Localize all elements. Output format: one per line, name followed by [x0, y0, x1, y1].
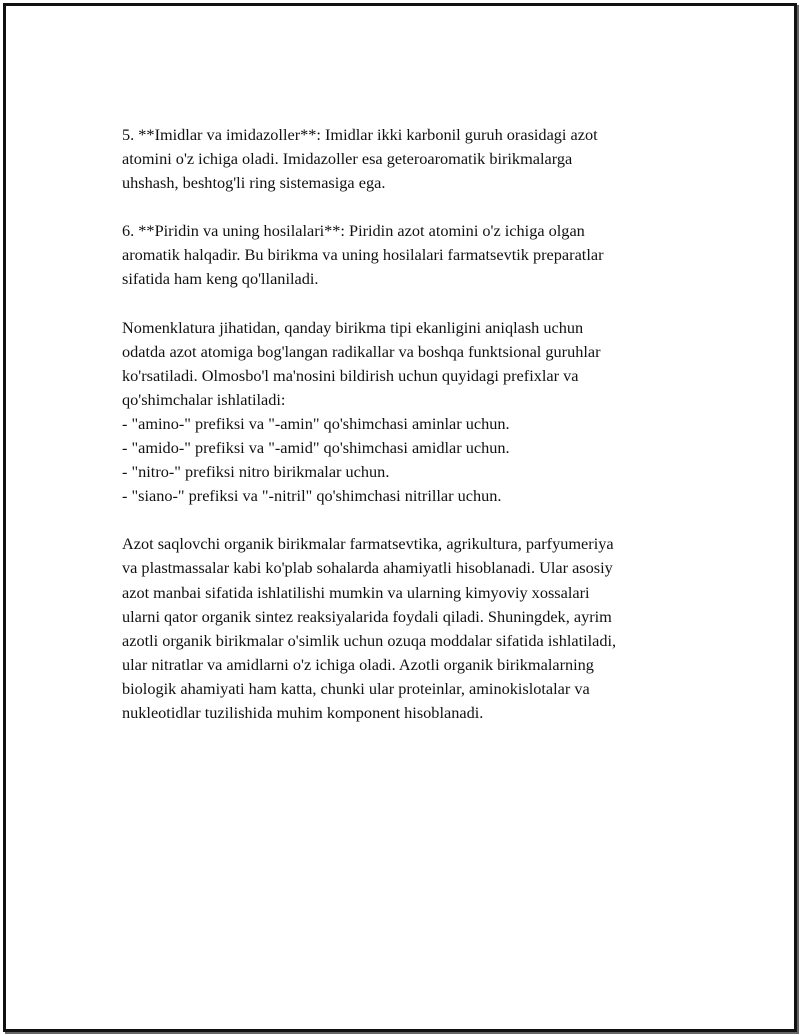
text-line: nukleotidlar tuzilishida muhim komponent hisoblanadi.: [122, 702, 484, 722]
list-item-amino: - "amino-" prefiksi va "-amin" qo'shimchasi aminlar uchun.: [122, 413, 510, 433]
paragraph-imidlar: [122, 123, 712, 195]
list-item-nitro: - "nitro-" prefiksi nitro birikmalar uchun.: [122, 462, 390, 482]
text-line: ularni qator organik sintez reaksiyalarida foydali qiladi. Shuningdek, ayrim: [122, 606, 612, 626]
text-line: ular nitratlar va amidlarni o'z ichiga oladi. Azotli organik birikmalarning: [122, 654, 594, 674]
text-line: atomini o'z ichiga oladi. Imidazoller esa geteroaromatik birikmalarga: [122, 149, 573, 169]
text-line: azot manbai sifatida ishlatilishi mumkin va ularning kimyoviy xossalari: [122, 582, 590, 602]
list-item-siano: - "siano-" prefiksi va "-nitril" qo'shimchasi nitrillar uchun.: [122, 486, 502, 506]
text-line: ko'rsatiladi. Olmosbo'l ma'nosini bildirish uchun quyidagi prefixlar va: [122, 365, 579, 385]
text-line: va plastmassalar kabi ko'plab sohalarda ahamiyatli hisoblanadi. Ular asosiy: [122, 558, 613, 578]
document-body: [122, 123, 712, 749]
text-line: 6. **Piridin va uning hosilalari**: Piridin azot atomini o'z ichiga olgan: [122, 221, 585, 241]
page-frame: [3, 3, 797, 1032]
text-line: uhshash, beshtog'li ring sistemasiga ega.: [122, 173, 386, 193]
text-line: Azot saqlovchi organik birikmalar farmatsevtika, agrikultura, parfyumeriya: [122, 534, 614, 554]
text-line: 5. **Imidlar va imidazoller**: Imidlar ikki karbonil guruh orasidagi azot: [122, 125, 598, 144]
text-line: aromatik halqadir. Bu birikma va uning hosilalari farmatsevtik preparatlar: [122, 245, 604, 265]
text-line: Nomenklatura jihatidan, qanday birikma tipi ekanligini aniqlash uchun: [122, 317, 584, 337]
paragraph-piridin: [122, 219, 712, 291]
paragraph-nomenklatura: [122, 316, 712, 509]
text-line: biologik ahamiyati ham katta, chunki ular proteinlar, aminokislotalar va: [122, 678, 590, 698]
text-line: odatda azot atomiga bog'langan radikallar va boshqa funktsional guruhlar: [122, 341, 601, 361]
text-line: sifatida ham keng qo'llaniladi.: [122, 269, 319, 289]
paragraph-ahamiyat: [122, 532, 712, 725]
list-item-amido: - "amido-" prefiksi va "-amid" qo'shimchasi amidlar uchun.: [122, 438, 510, 458]
text-line: azotli organik birikmalar o'simlik uchun ozuqa moddalar sifatida ishlatiladi,: [122, 630, 617, 650]
text-line: qo'shimchalar ishlatiladi:: [122, 389, 286, 409]
